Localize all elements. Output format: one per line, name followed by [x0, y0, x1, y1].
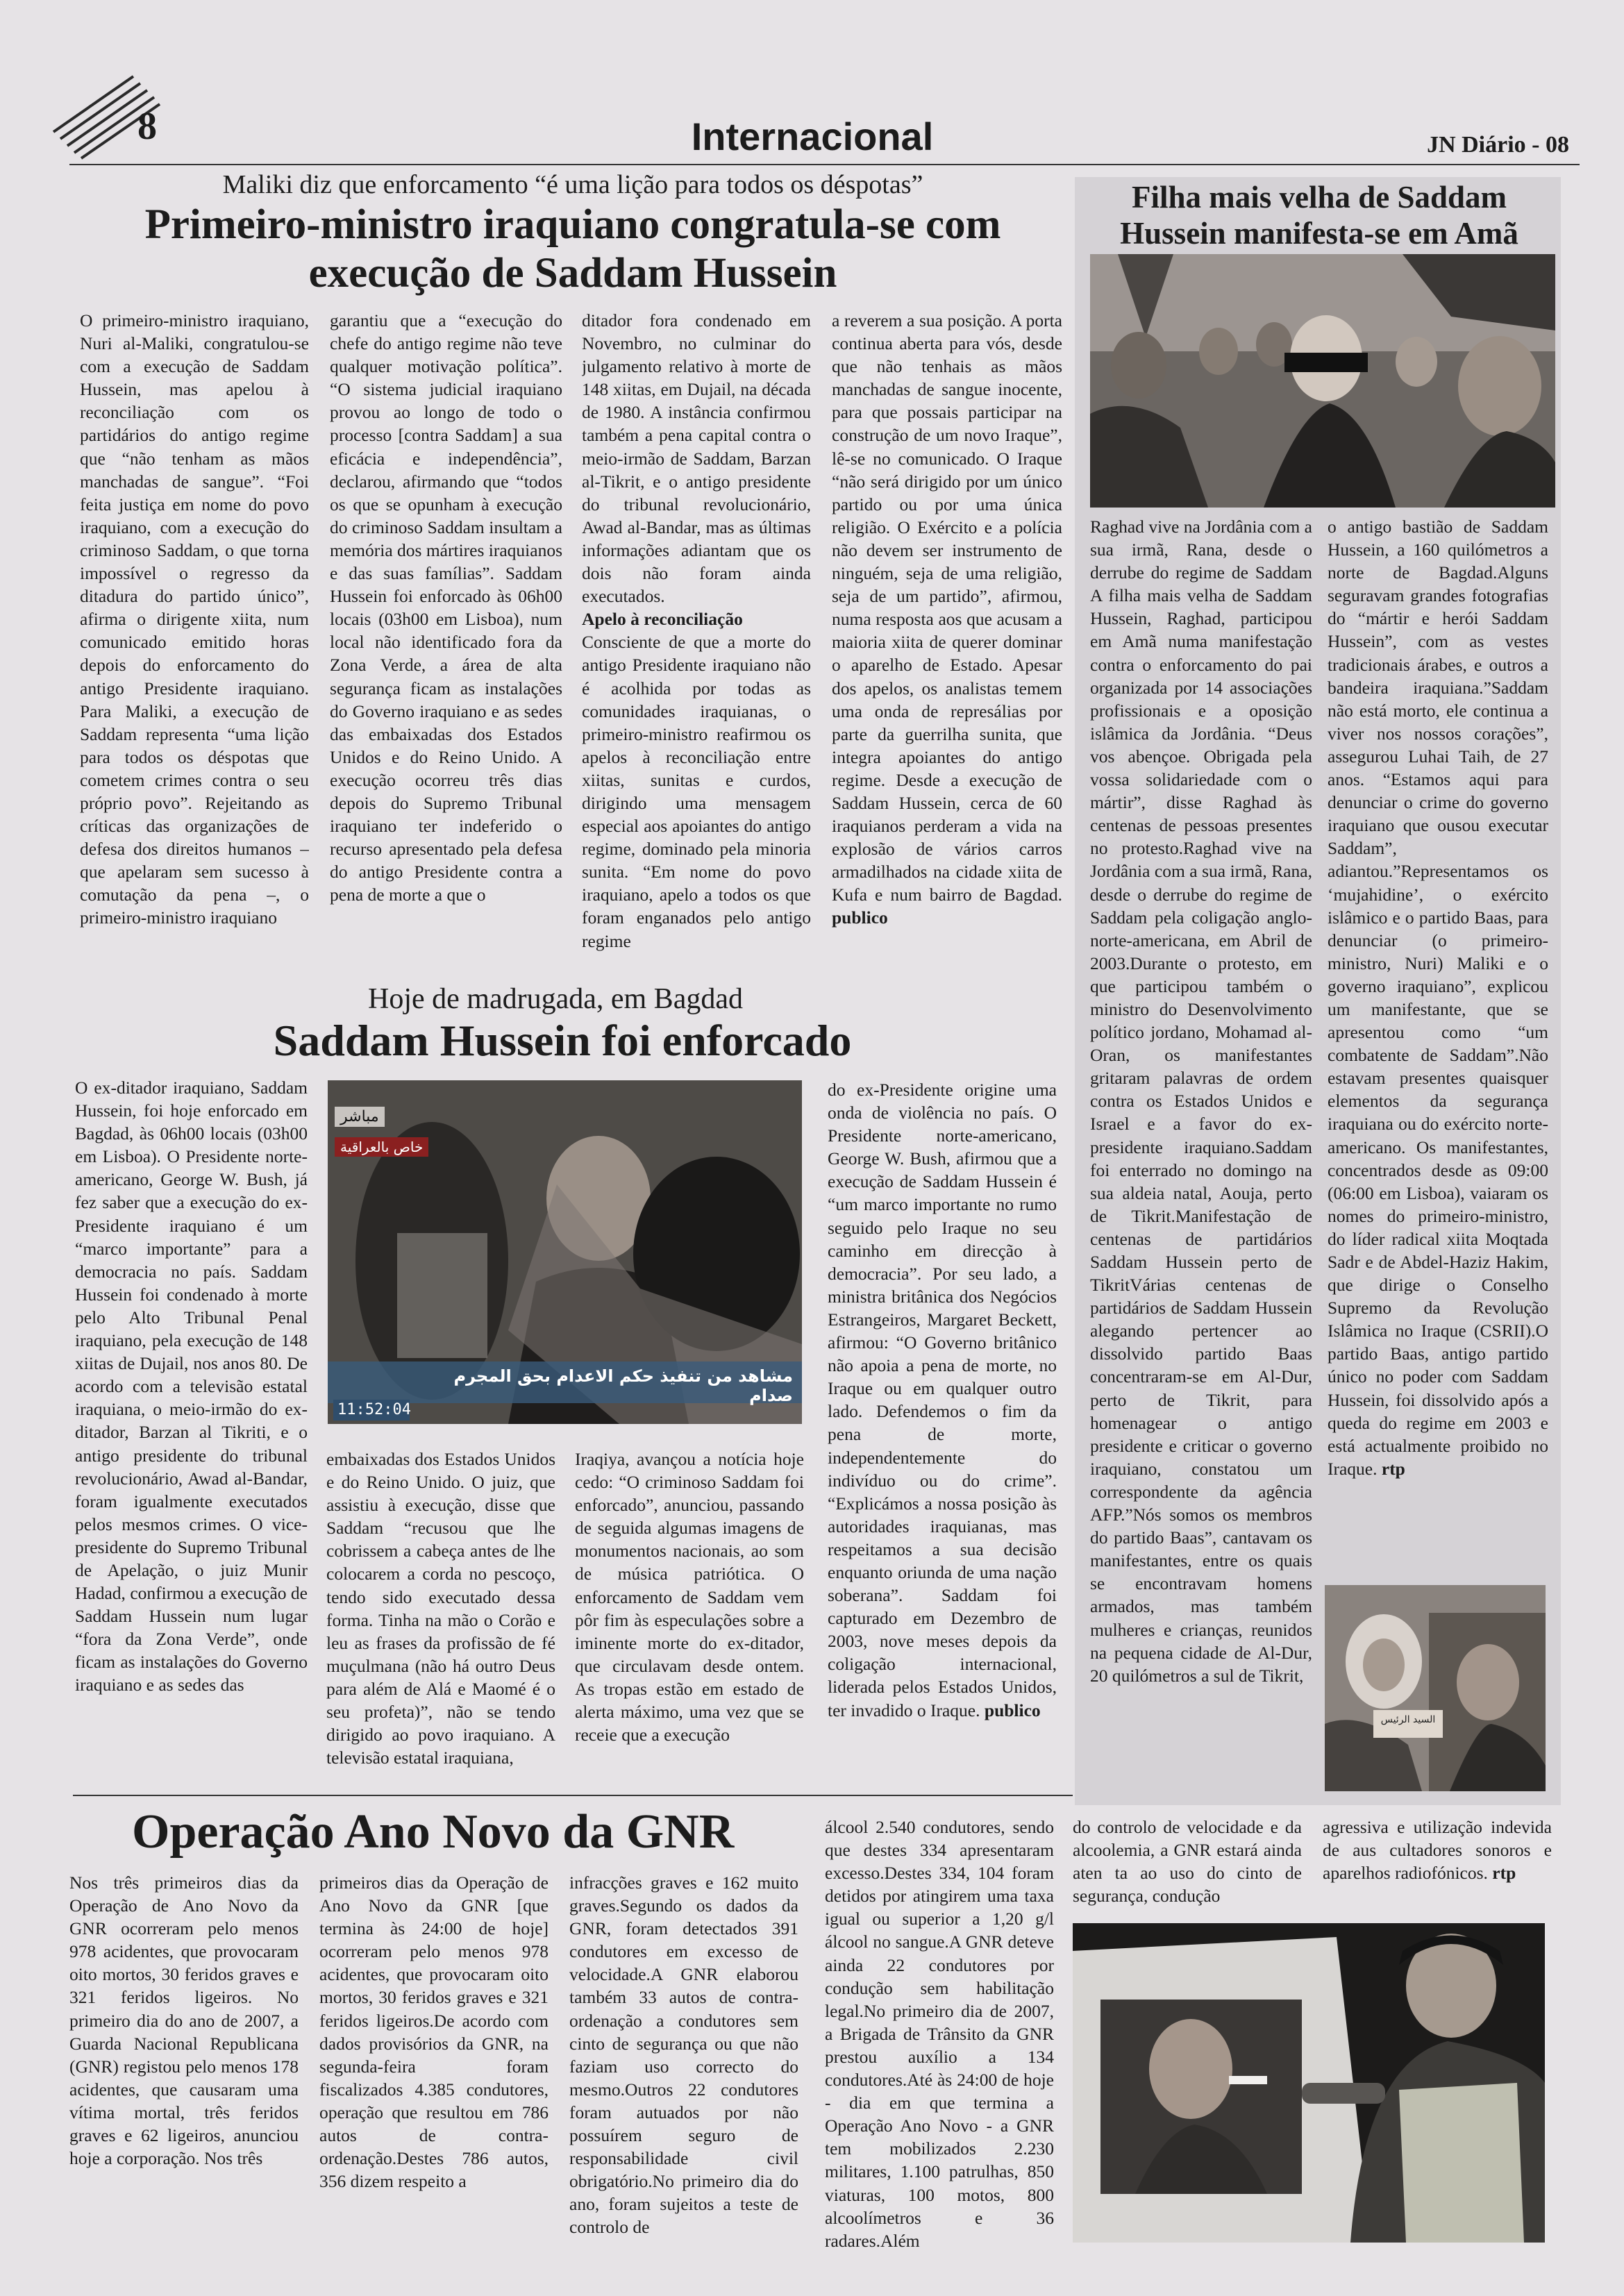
article-headline: Operação Ano Novo da GNR [132, 1805, 735, 1859]
sidebar-body: Raghad vive na Jordânia com a sua irmã, Rana, desde o derrube do regime de Saddam A filha mais velha de Saddam Hussein, Raghad, participou em Amã numa manifestação contra o enforcamento do pai organizada por 14 associações profissionais e a oposição islâmica da Jordânia. “Deus vos abençoe. Obrigada pela vossa solidariedade com o mártir”, disse Raghad às centenas de pessoas presentes no protesto.Raghad vive na Jordânia com a sua irmã, Rana, desde o derrube do regime de Saddam pela coligação anglo-norte-americana, em Abril de 2003.Durante o protesto, em que participou também o ministro do Desenvolvimento político jordano, Mohamad al-Oran, os manifestantes gritaram palavras de ordem contra os Estados Unidos e Israel e a favor do ex-presidente iraquiano.Saddam foi enterrado no domingo na sua aldeia natal, Aouja, perto de Tikrit.Manifestação de centenas de partidários Saddam Hussein perto de TikritVárias centenas de partidários de Saddam Hussein alegando pertencer ao dissolvido partido Baas concentraram-se em Al-Dur, perto de Tikrit, para homenagear o antigo presidente e criticar o governo iraquiano, constatou um correspondente da agência AFP.”Nós somos os membros do partido Baas”, cantavam os manifestantes, entre os quais se encontravam homens armados, mas também mulheres e crianças, reunidos na pequena cidade de Al-Dur, 20 quilómetros a sul de Tikrit, [1090, 517, 1312, 1686]
article-column-5 [1073, 1816, 1302, 1913]
article-column-3 [575, 1448, 804, 1791]
sidebar-body: o antigo bastião de Saddam Hussein, a 160 quilómetros a norte de Bagdad.Alguns seguravam grandes fotografias do “mártir e herói Saddam Hussein”, com as vestes tradicionais árabes, e outros a bandeira iraquiana.”Saddam não está morto, ele continua a viver nos nossos corações”, assegurou Luhai Taih, de 27 anos. “Estamos aqui para denunciar o crime do governo iraquiano que ousou executar Saddam”, adiantou.”Representamos os ‘mujahidine’, o exército islâmico e o partido Baas, para denunciar (o primeiro-ministro, Nuri) Maliki e o governo iraquiano”, explicou um manifestante, que se apresentou como “um combatente de Saddam”.Não estavam presentes quaisquer elementos da segurança iraquiana ou do exército norte-americano. Os manifestantes, concentrados desde as 09:00 (06:00 em Lisboa), vaiaram os nomes do primeiro-ministro, do líder radical xiita Moqtada Sadr e de Abdel-Haziz Hakim, que dirige o Conselho Supremo da Revolução Islâmica no Iraque (CSRII).O partido Baas, antigo partido único no poder com Saddam Hussein, foi dissolvido após a queda do regime em 2003 e está actualmente proibido no Iraque. rtp [1328, 517, 1548, 1479]
sidebar-headline-line1: Filha mais velha de Saddam [1131, 180, 1507, 215]
article-body: embaixadas dos Estados Unidos e do Reino Unido. O juiz, que assistiu à execução, disse que Saddam “recusou que lhe cobrissem a cabeça antes de lhe colocarem a corda no pescoço, tendo sido executado dessa forma. Tinha na mão o Corão e leu as frases da profissão de fé muçulmana (não há outro Deus para além de Alá e Maomé é o seu profeta)”, não se tendo dirigido ao povo iraquiano. A televisão estatal iraquiana, [326, 1449, 555, 1768]
tv-live-label: مباشر [335, 1107, 385, 1127]
tv-exclusive-label: خاص بالعراقية [335, 1137, 428, 1157]
article-column-6 [1323, 1816, 1552, 1913]
header-rule [69, 164, 1580, 165]
photo-image [1090, 254, 1555, 508]
photo-image [1073, 1923, 1545, 2243]
section-title: Internacional [691, 115, 934, 158]
police-checkpoint-photo [1073, 1923, 1545, 2243]
article-column-4 [832, 309, 1062, 982]
protest-photo [1090, 254, 1555, 508]
article-column-3 [569, 1871, 798, 2260]
article-signature: rtp [1492, 1863, 1516, 1884]
article-body: do ex-Presidente origine uma onda de violência no país. O Presidente norte-americano, George W. Bush, afirmou que a execução de Saddam Hussein é “um marco importante no rumo seguido pelo Iraque no seu caminho em direcção à democracia”. Por seu lado, a ministra britânica dos Negócios Estrangeiros, Margaret Beckett, afirmou: “O Governo britânico não apoia a pena de morte, no Iraque ou em qualquer outro lado. Defendemos o fim da pena de morte, independentemente do indivíduo ou do crime”. “Explicámos a nossa posição às autoridades iraquianas, mas respeitamos a sua decisão enquanto oriunda de uma nação soberana”. Saddam foi capturado em Dezembro de 2003, nove meses depois da coligação internacional, liderada pelos Estados Unidos, ter invadido o Iraque. publico [828, 1080, 1057, 1720]
article-signature: publico [984, 1700, 1041, 1720]
article-column-2 [326, 1448, 555, 1791]
article-column-4 [828, 1078, 1057, 1793]
article-body: O ex-ditador iraquiano, Saddam Hussein, foi hoje enforcado em Bagdad, às 06h00 locais (03h00 em Lisboa). O Presidente norte-americano, George W. Bush, já fez saber que a execução do ex-Presidente iraquiano é um “marco importante” para a democracia no país. Saddam Hussein foi condenado à morte pelo Alto Tribunal Penal iraquiano, pela execução de 148 xiitas de Dujail, nos anos 80. De acordo com a televisão estatal iraquiana, o meio-irmão do ex-ditador, Barzan al Tikriti, e o antigo presidente do tribunal revolucionário, Awad al-Bandar, foram igualmente executados pelos mesmos crimes. O vice-presidente do Supremo Tribunal de Apelação, o juiz Munir Hadad, confirmou a execução de Saddam Hussein num lugar “fora da Zona Verde”, onde ficam as instalações do Governo iraquiano e as sedes das [75, 1078, 308, 1695]
article-bottom-rule [73, 1795, 1073, 1796]
article-body: agressiva e utilização indevida de aus cultadores sonoros e aparelhos radiofónicos. rtp [1323, 1817, 1552, 1884]
article-headline-line1: Primeiro-ministro iraquiano congratula-se com [144, 201, 1001, 248]
article-column-2 [330, 309, 562, 982]
photo-image [1325, 1585, 1546, 1791]
article-body: O primeiro-ministro iraquiano, Nuri al-Maliki, congratulou-se com a execução de Saddam Hussein, mas apelou à reconciliação com os partidários do antigo regime que “não tenham as mãos manchadas de sangue”. “Foi feita justiça em nome do povo iraquiano, com a execução do criminoso Saddam, o que torna impossível o regresso da ditadura do partido único”, afirma o dirigente xiita, num comunicado emitido horas depois do enforcamento do antigo Presidente iraquiano. Para Maliki, a execução de Saddam representa “uma lição para todos os déspotas que cometem crimes contra o seu próprio povo”. Rejeitando as críticas das organizações de defesa dos direitos humanos – que apelaram sem sucesso à comutação da pena –, o primeiro-ministro iraquiano [80, 310, 309, 928]
article-subheading: Apelo à reconciliação [582, 609, 743, 630]
publication-name: JN Diário - 08 [1427, 132, 1569, 158]
poster-text: السيد الرئيس [1380, 1714, 1436, 1725]
article-signature: publico [832, 907, 888, 928]
tv-timestamp: 11:52:04 [337, 1401, 411, 1418]
article-body: primeiros dias da Operação de Ano Novo da GNR [que termina às 24:00 de hoje] ocorreram pelo menos 978 acidentes, que provocaram oito mortos, 30 feridos graves e 321 feridos ligeiros.De acordo com dados provisórios da GNR, na segunda-feira foram fiscalizados 4.385 condutores, operação que resultou em 786 autos de contra-ordenação.Destes 786 autos, 356 dizem respeito a [319, 1872, 549, 2192]
article-body: Consciente de que a morte do antigo Presidente iraquiano não é acolhida por todas as comunidades iraquianas, o primeiro-ministro reafirmou os apelos à reconciliação entre xiitas, sunitas e curdos, dirigindo uma mensagem especial aos apoiantes do antigo regime, dominado pela minoria sunita. “Em nome do povo iraquiano, apelo a todos os que foram enganados pelo antigo regime [582, 632, 811, 951]
article-headline: Saddam Hussein foi enforcado [273, 1016, 852, 1065]
article-body: ditador fora condenado em Novembro, no culminar do julgamento relativo à morte de 148 xiitas, em Dujail, na década de 1980. A instância confirmou também a pena capital contra o meio-irmão de Saddam, Barzan al-Tikrit, e o antigo presidente do tribunal revolucionário, Awad al-Bandar, mas as últimas informações adiantam que os dois não foram ainda executados. [582, 310, 811, 607]
article-body: Nos três primeiros dias da Operação de Ano Novo da GNR ocorreram pelo menos 978 acidentes, que provocaram oito mortos, 30 feridos graves e 321 feridos ligeiros. No primeiro dia do ano de 2007, a Guarda Nacional Republicana (GNR) registou pelo menos 178 acidentes, que causaram uma vítima mortal, três feridos graves e 62 ligeiros, anunciou hoje a corporação. Nos três [69, 1872, 299, 2169]
sidebar-headline-line2: Hussein manifesta-se em Amã [1120, 216, 1518, 251]
article-column-2 [319, 1871, 549, 2260]
article-column-1 [75, 1076, 308, 1791]
article-column-3 [582, 309, 811, 982]
tv-screenshot-photo [328, 1080, 802, 1424]
page-number: 8 [137, 105, 157, 148]
article-column-1 [69, 1871, 299, 2260]
article-body: infracções graves e 162 muito graves.Segundo os dados da GNR, foram detectados 391 condutores em excesso de velocidade.A GNR elaborou também 33 autos de contra-ordenação a condutores sem cinto de segurança ou que não faziam uso correcto do mesmo.Outros 22 condutores foram autuados por não possuírem seguro de responsabilidade civil obrigatório.No primeiro dia do ano, foram sujeitos a teste de controlo de [569, 1872, 798, 2238]
article-body: álcool 2.540 condutores, sendo que destes 334 apresentaram excesso.Destes 334, 104 foram detidos por atingirem uma taxa igual ou superior a 1,20 g/l álcool no sangue.A GNR deteve ainda 22 condutores por condução sem habilitação legal.No primeiro dia de 2007, a Brigada de Trânsito da GNR prestou auxílio a 134 condutores.Até às 24:00 de hoje - dia em que termina a Operação Ano Novo - a GNR tem mobilizados 2.230 militares, 1.100 patrulhas, 850 viaturas, 100 motos, 800 alcoolímetros e 36 radares.Além [825, 1817, 1054, 2251]
article-column-4 [825, 1816, 1054, 2260]
article-body: Iraqiya, avançou a notícia hoje cedo: “O criminoso Saddam foi enforcado”, anunciou, passando de seguida algumas imagens de monumentos nacionais, ao som de música patriótica. O enforcamento de Saddam vem pôr fim às especulações sobre a iminente morte do ex-ditador, que circulavam desde ontem. As tropas estão em estado de alerta máximo, uma vez que se receie que a execução [575, 1449, 804, 1745]
sidebar-column-1 [1090, 515, 1312, 1796]
sidebar-signature: rtp [1381, 1458, 1405, 1479]
article-kicker: Maliki diz que enforcamento “é uma lição para todos os déspotas” [222, 170, 923, 199]
article-body: do controlo de velocidade e da alcoolemia, a GNR estará ainda aten ta ao uso do cinto de segurança, condução [1073, 1817, 1302, 1907]
article-body: a reverem a sua posição. A porta continua aberta para vós, desde que não tenhais as mãos manchadas de sangue inocente, para que possais participar na construção de um novo Iraque”, lê-se no comunicado. O Iraque “não será dirigido por um único partido ou por uma única religião. O Exército e a polícia não devem ser instrumento de ninguém, seja de uma religião, seja de um partido”, afirmou, numa resposta aos que acusam a maioria xiita de querer dominar o aparelho de Estado. Apesar dos apelos, os analistas temem uma onda de represálias por parte da guerrilha sunita, que integra apoiantes do antigo regime. Desde a execução de Saddam Hussein, cerca de 60 iraquianos perderam a vida na explosão de vários carros armadilhados na cidade xiita de Kufa e num bairro de Bagdad. publico [832, 310, 1062, 928]
article-column-1 [80, 309, 309, 982]
portrait-photo [1325, 1585, 1546, 1791]
article-body: garantiu que a “execução do chefe do antigo regime não teve qualquer motivação política”. “O sistema judicial iraquiano provou ao longo de todo o processo [contra Saddam] a sua eficácia e independência”, declarou, afirmando que “todos os que se opunham à execução do criminoso Saddam insultam a memória dos mártires iraquianos e das suas famílias”. Saddam Hussein foi enforcado às 06h00 locais (03h00 em Lisboa), num local não identificado fora da Zona Verde, a área de alta segurança ficam as instalações do Governo iraquiano e as sedes das embaixadas dos Estados Unidos e do Reino Unido. A execução ocorreu três dias depois do Supremo Tribunal iraquiano ter indeferido o recurso apresentado pela defesa do antigo Presidente contra a pena de morte a que o [330, 310, 562, 905]
tv-caption: مشاهد من تنفيذ حكم الاعدام بحق المجرم صدام [453, 1366, 793, 1405]
sidebar-column-2 [1328, 515, 1548, 1581]
article-kicker: Hoje de madrugada, em Bagdad [368, 983, 743, 1015]
article-headline-line2: execução de Saddam Hussein [308, 250, 837, 296]
